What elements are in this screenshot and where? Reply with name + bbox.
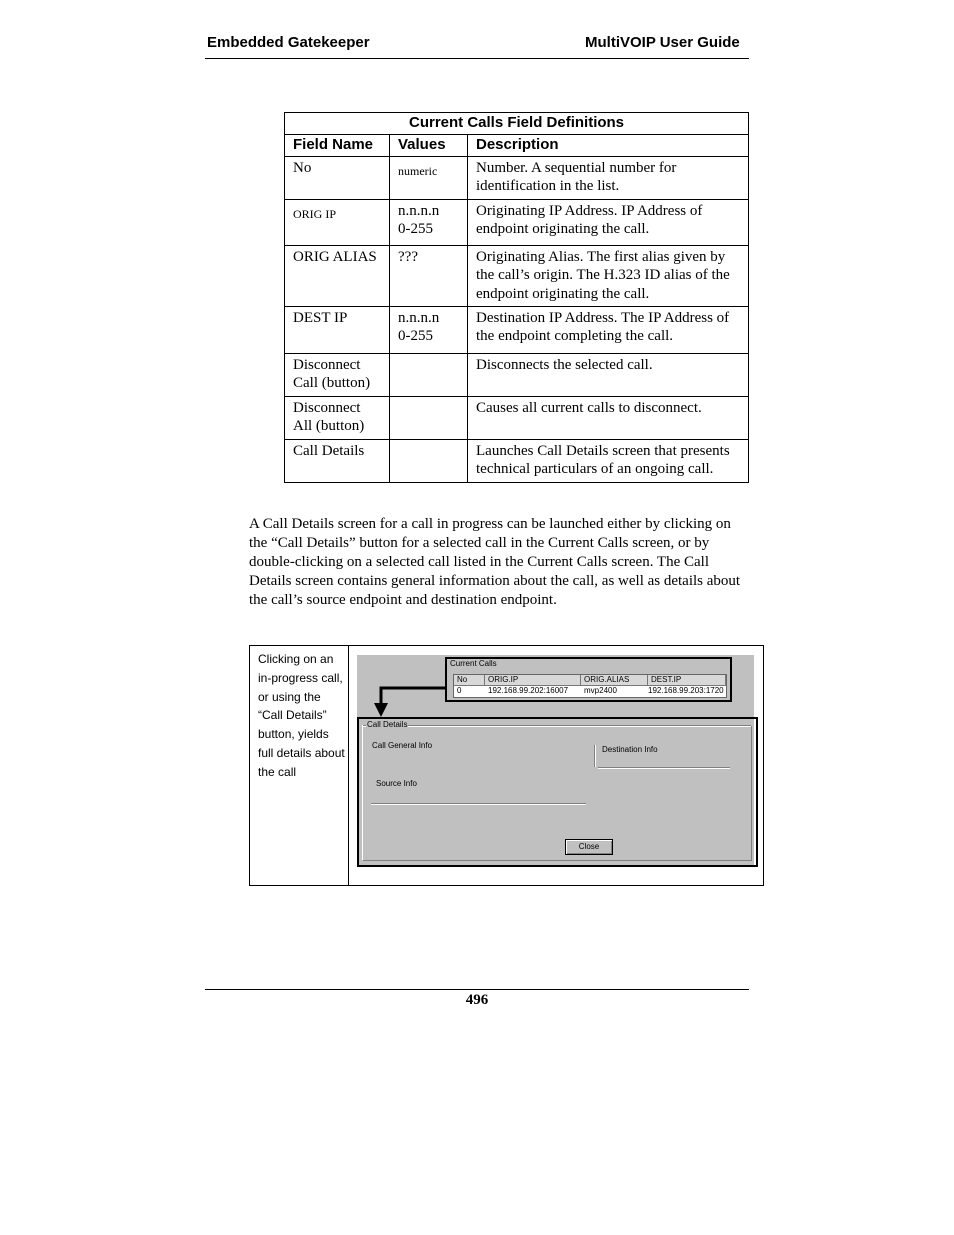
close-button[interactable]: Close — [565, 839, 613, 855]
header-rule — [205, 58, 749, 59]
column-header-no[interactable]: No — [454, 675, 485, 686]
cell-orig-ip: 192.168.99.202:16007 — [488, 686, 569, 695]
field-name-cell: ORIG ALIAS — [285, 245, 390, 306]
frame-top-groove — [363, 725, 751, 727]
description-cell: Number. A sequential number for identification in the list. — [468, 156, 749, 199]
call-details-screenshot — [357, 655, 754, 867]
figure-divider — [348, 646, 349, 885]
column-header-dest-ip[interactable]: DEST.IP — [648, 675, 726, 686]
field-name-cell: Disconnect All (button) — [285, 396, 390, 439]
source-info-rule — [371, 803, 586, 805]
page-number: 496 — [465, 992, 489, 1008]
call-details-title: Call Details — [367, 720, 408, 729]
column-header-orig-alias[interactable]: ORIG.ALIAS — [581, 675, 648, 686]
field-definitions-table — [284, 112, 749, 483]
field-name-cell: No — [285, 156, 390, 199]
table-row — [285, 156, 749, 199]
description-cell: Originating IP Address. IP Address of endpoint originating the call. — [468, 199, 749, 245]
cell-orig-alias: mvp2400 — [584, 686, 617, 695]
description-cell: Originating Alias. The first alias given by the call’s origin. The H.323 ID alias of the endpoint originating the call. — [468, 245, 749, 306]
body-paragraph: A Call Details screen for a call in progress can be launched either by clicking on the “Call Details” button for a selected call in the Current Calls screen, or by double-clicking on a selected call listed in the Current Calls screen. The Call Details screen contains general information about the call, as well as details about the call’s source endpoint and destination endpoint. — [249, 516, 741, 608]
header-right-title: MultiVOIP User Guide — [585, 34, 740, 51]
table-caption: Current Calls Field Definitions — [285, 113, 749, 135]
header-left-title: Embedded Gatekeeper — [207, 34, 370, 51]
source-info-label: Source Info — [376, 779, 417, 788]
values-cell — [390, 439, 468, 482]
figure-box — [249, 645, 764, 886]
field-name-cell: ORIG IP — [285, 199, 390, 245]
table-row — [285, 306, 749, 353]
values-cell: n.n.n.n 0-255 — [390, 306, 468, 353]
cell-dest-ip: 192.168.99.203:1720 — [648, 686, 724, 695]
field-name-cell: DEST IP — [285, 306, 390, 353]
destination-info-label: Destination Info — [602, 745, 658, 754]
table-row — [285, 353, 749, 396]
description-cell: Causes all current calls to disconnect. — [468, 396, 749, 439]
values-cell: n.n.n.n 0-255 — [390, 199, 468, 245]
current-calls-panel — [445, 657, 732, 702]
figure-caption: Clicking on an in-progress call, or using the “Call Details” button, yields full details about the call — [258, 652, 345, 779]
column-header-values: Values — [390, 134, 468, 156]
column-header-orig-ip[interactable]: ORIG.IP — [485, 675, 581, 686]
description-cell: Launches Call Details screen that presents technical particulars of an ongoing call. — [468, 439, 749, 482]
column-header-description: Description — [468, 134, 749, 156]
field-name-cell: Disconnect Call (button) — [285, 353, 390, 396]
table-row — [285, 439, 749, 482]
call-general-info-label: Call General Info — [372, 741, 433, 750]
description-cell: Destination IP Address. The IP Address of the endpoint completing the call. — [468, 306, 749, 353]
table-row — [285, 396, 749, 439]
field-name-cell: Call Details — [285, 439, 390, 482]
call-details-panel — [357, 717, 758, 867]
list-item[interactable] — [454, 686, 726, 696]
destination-info-rule — [598, 767, 730, 769]
values-cell: numeric — [390, 156, 468, 199]
table-row — [285, 245, 749, 306]
current-calls-title: Current Calls — [450, 659, 497, 668]
destination-info-groove — [594, 745, 596, 767]
values-cell: ??? — [390, 245, 468, 306]
footer-rule — [205, 989, 749, 990]
cell-no: 0 — [457, 686, 462, 695]
arrow-icon — [367, 681, 449, 719]
column-header-field-name: Field Name — [285, 134, 390, 156]
description-cell: Disconnects the selected call. — [468, 353, 749, 396]
table-row — [285, 199, 749, 245]
values-cell — [390, 396, 468, 439]
current-calls-list[interactable] — [453, 674, 727, 698]
values-cell — [390, 353, 468, 396]
